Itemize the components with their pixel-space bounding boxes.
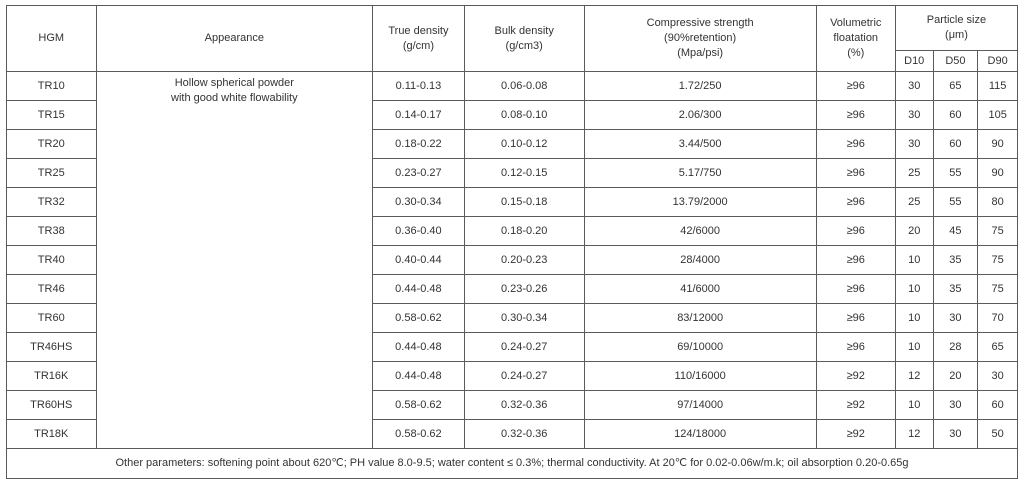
cell-floatation: ≥96 <box>816 101 895 130</box>
cell-floatation: ≥96 <box>816 275 895 304</box>
cell-d10: 12 <box>895 420 933 449</box>
header-appearance: Appearance <box>96 6 373 72</box>
cell-d50: 55 <box>933 159 978 188</box>
cell-d90: 90 <box>978 159 1018 188</box>
cell-floatation: ≥92 <box>816 420 895 449</box>
cell-hgm: TR16K <box>7 362 97 391</box>
cell-true-density: 0.30-0.34 <box>373 188 465 217</box>
cell-d10: 25 <box>895 188 933 217</box>
cell-compressive-strength: 28/4000 <box>584 246 816 275</box>
cell-compressive-strength: 1.72/250 <box>584 72 816 101</box>
cell-d90: 75 <box>978 275 1018 304</box>
cell-compressive-strength: 5.17/750 <box>584 159 816 188</box>
cell-hgm: TR25 <box>7 159 97 188</box>
cell-compressive-strength: 124/18000 <box>584 420 816 449</box>
cell-compressive-strength: 3.44/500 <box>584 130 816 159</box>
header-hgm: HGM <box>7 6 97 72</box>
cell-true-density: 0.58-0.62 <box>373 391 465 420</box>
cell-compressive-strength: 69/10000 <box>584 333 816 362</box>
cell-hgm: TR40 <box>7 246 97 275</box>
cell-d10: 30 <box>895 72 933 101</box>
header-bulk-density-line-1: Bulk density <box>494 24 554 37</box>
cell-bulk-density: 0.32-0.36 <box>464 420 584 449</box>
header-d90: D90 <box>978 51 1018 72</box>
cell-floatation: ≥96 <box>816 333 895 362</box>
cell-hgm: TR10 <box>7 72 97 101</box>
cell-d90: 90 <box>978 130 1018 159</box>
cell-bulk-density: 0.12-0.15 <box>464 159 584 188</box>
header-compressive-line-3: (Mpa/psi) <box>677 47 724 59</box>
cell-floatation: ≥92 <box>816 391 895 420</box>
cell-floatation: ≥96 <box>816 246 895 275</box>
cell-true-density: 0.18-0.22 <box>373 130 465 159</box>
cell-d10: 30 <box>895 130 933 159</box>
cell-true-density: 0.11-0.13 <box>373 72 465 101</box>
cell-true-density: 0.44-0.48 <box>373 275 465 304</box>
cell-d90: 75 <box>978 246 1018 275</box>
cell-d90: 115 <box>978 72 1018 101</box>
cell-compressive-strength: 42/6000 <box>584 217 816 246</box>
header-floatation-line-3: (%) <box>847 47 865 59</box>
cell-d90: 80 <box>978 188 1018 217</box>
cell-hgm: TR18K <box>7 420 97 449</box>
cell-d10: 10 <box>895 246 933 275</box>
cell-bulk-density: 0.32-0.36 <box>464 391 584 420</box>
cell-floatation: ≥96 <box>816 304 895 333</box>
header-true-density-line-1: True density <box>388 24 449 37</box>
appearance-line-1: Hollow spherical powder <box>174 77 294 89</box>
cell-hgm: TR32 <box>7 188 97 217</box>
cell-hgm: TR38 <box>7 217 97 246</box>
cell-compressive-strength: 110/16000 <box>584 362 816 391</box>
cell-true-density: 0.36-0.40 <box>373 217 465 246</box>
cell-hgm: TR20 <box>7 130 97 159</box>
header-d50: D50 <box>933 51 978 72</box>
cell-bulk-density: 0.23-0.26 <box>464 275 584 304</box>
cell-bulk-density: 0.20-0.23 <box>464 246 584 275</box>
cell-d50: 20 <box>933 362 978 391</box>
cell-bulk-density: 0.24-0.27 <box>464 362 584 391</box>
cell-compressive-strength: 41/6000 <box>584 275 816 304</box>
header-floatation-line-1: Volumetric <box>830 17 882 29</box>
cell-d50: 60 <box>933 130 978 159</box>
cell-compressive-strength: 97/14000 <box>584 391 816 420</box>
cell-d10: 20 <box>895 217 933 246</box>
cell-true-density: 0.40-0.44 <box>373 246 465 275</box>
cell-bulk-density: 0.15-0.18 <box>464 188 584 217</box>
header-bulk-density-line-2: (g/cm3) <box>505 39 543 52</box>
cell-true-density: 0.44-0.48 <box>373 362 465 391</box>
cell-hgm: TR60HS <box>7 391 97 420</box>
cell-bulk-density: 0.24-0.27 <box>464 333 584 362</box>
cell-floatation: ≥96 <box>816 130 895 159</box>
header-compressive-strength <box>584 6 816 72</box>
cell-floatation: ≥96 <box>816 159 895 188</box>
cell-true-density: 0.14-0.17 <box>373 101 465 130</box>
cell-bulk-density: 0.08-0.10 <box>464 101 584 130</box>
cell-true-density: 0.23-0.27 <box>373 159 465 188</box>
cell-bulk-density: 0.06-0.08 <box>464 72 584 101</box>
header-compressive-line-2: (90%retention) <box>664 32 737 44</box>
cell-d10: 10 <box>895 391 933 420</box>
header-compressive-line-1: Compressive strength <box>646 17 754 29</box>
header-bulk-density <box>464 6 584 72</box>
cell-bulk-density: 0.18-0.20 <box>464 217 584 246</box>
cell-compressive-strength: 13.79/2000 <box>584 188 816 217</box>
cell-true-density: 0.58-0.62 <box>373 420 465 449</box>
cell-hgm: TR60 <box>7 304 97 333</box>
cell-d10: 12 <box>895 362 933 391</box>
cell-true-density: 0.58-0.62 <box>373 304 465 333</box>
header-d10: D10 <box>895 51 933 72</box>
cell-d10: 10 <box>895 304 933 333</box>
other-parameters-note: Other parameters: softening point about 620℃; PH value 8.0-9.5; water content ≤ 0.3%; thermal conductivity. At 20℃ for 0.02-0.06w/m.k; oil absorption 0.20-0.65g <box>7 449 1018 479</box>
cell-d10: 30 <box>895 101 933 130</box>
cell-d90: 30 <box>978 362 1018 391</box>
header-volumetric-floatation <box>816 6 895 72</box>
spec-table-container <box>6 5 1018 479</box>
cell-appearance <box>96 72 373 449</box>
cell-d50: 30 <box>933 304 978 333</box>
cell-compressive-strength: 2.06/300 <box>584 101 816 130</box>
cell-floatation: ≥96 <box>816 188 895 217</box>
header-particle-size <box>895 6 1017 51</box>
cell-floatation: ≥92 <box>816 362 895 391</box>
cell-d50: 35 <box>933 275 978 304</box>
cell-d10: 25 <box>895 159 933 188</box>
cell-floatation: ≥96 <box>816 217 895 246</box>
cell-bulk-density: 0.30-0.34 <box>464 304 584 333</box>
cell-hgm: TR46HS <box>7 333 97 362</box>
cell-d90: 50 <box>978 420 1018 449</box>
header-true-density-line-2: (g/cm) <box>402 39 434 52</box>
cell-d50: 28 <box>933 333 978 362</box>
cell-d50: 60 <box>933 101 978 130</box>
header-particle-line-2: (μm) <box>945 29 968 41</box>
header-particle-line-1: Particle size <box>926 14 987 26</box>
cell-d50: 30 <box>933 391 978 420</box>
table-row <box>7 72 1018 101</box>
cell-d50: 45 <box>933 217 978 246</box>
header-floatation-line-2: floatation <box>833 32 879 44</box>
header-true-density <box>373 6 465 72</box>
cell-d50: 55 <box>933 188 978 217</box>
cell-d90: 105 <box>978 101 1018 130</box>
cell-hgm: TR15 <box>7 101 97 130</box>
cell-bulk-density: 0.10-0.12 <box>464 130 584 159</box>
cell-hgm: TR46 <box>7 275 97 304</box>
cell-d10: 10 <box>895 275 933 304</box>
cell-d50: 35 <box>933 246 978 275</box>
cell-d90: 60 <box>978 391 1018 420</box>
table-body <box>7 72 1018 449</box>
hgm-spec-table <box>6 5 1018 479</box>
cell-d50: 65 <box>933 72 978 101</box>
cell-d90: 70 <box>978 304 1018 333</box>
cell-d50: 30 <box>933 420 978 449</box>
cell-compressive-strength: 83/12000 <box>584 304 816 333</box>
cell-true-density: 0.44-0.48 <box>373 333 465 362</box>
cell-floatation: ≥96 <box>816 72 895 101</box>
cell-d90: 65 <box>978 333 1018 362</box>
appearance-line-2: with good white flowability <box>171 92 298 104</box>
cell-d10: 10 <box>895 333 933 362</box>
cell-d90: 75 <box>978 217 1018 246</box>
